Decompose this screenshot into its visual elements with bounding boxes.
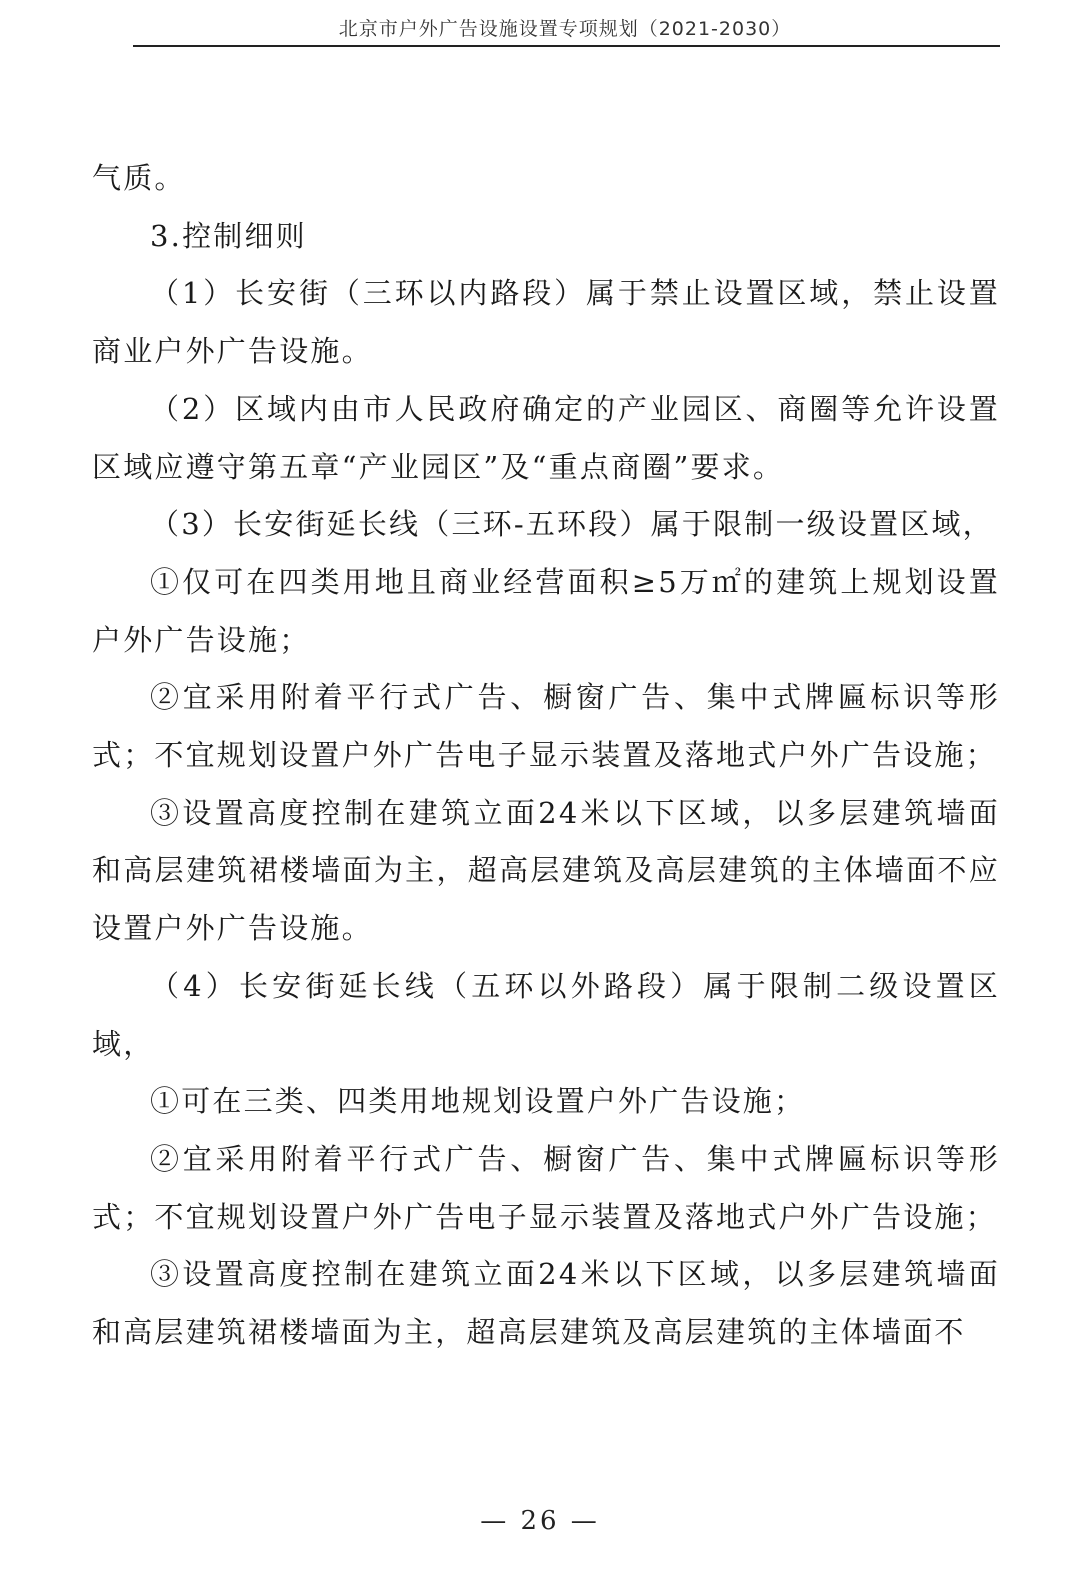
header-divider <box>133 45 1000 47</box>
page-number: — 26 — <box>480 1506 600 1536</box>
paragraph: （1）长安街（三环以内路段）属于禁止设置区域，禁止设置商业户外广告设施。 <box>92 276 1000 369</box>
paragraph: （2）区域内由市人民政府确定的产业园区、商圈等允许设置区域应遵守第五章“产业园区”及“重点商圈”要求。 <box>92 391 1000 484</box>
paragraph: （4）长安街延长线（五环以外路段）属于限制二级设置区域， <box>92 968 1000 1061</box>
paragraph: 3.控制细则 <box>150 218 307 253</box>
paragraph: （3）长安街延长线（三环-五环段）属于限制一级设置区域， <box>150 507 994 542</box>
paragraph: ③设置高度控制在建筑立面24米以下区域，以多层建筑墙面和高层建筑裙楼墙面为主，超高层建筑及高层建筑的主体墙面不应设置户外广告设施。 <box>92 795 1000 946</box>
paragraph: ③设置高度控制在建筑立面24米以下区域，以多层建筑墙面和高层建筑裙楼墙面为主，超高层建筑及高层建筑的主体墙面不 <box>92 1257 1000 1350</box>
paragraph: 气质。 <box>92 161 186 195</box>
paragraph: ①可在三类、四类用地规划设置户外广告设施； <box>150 1084 806 1119</box>
paragraph: ②宜采用附着平行式广告、橱窗广告、集中式牌匾标识等形式；不宜规划设置户外广告电子显示装置及落地式户外广告设施； <box>92 1141 1000 1234</box>
body-text <box>92 150 1000 1362</box>
paragraph: ②宜采用附着平行式广告、橱窗广告、集中式牌匾标识等形式；不宜规划设置户外广告电子显示装置及落地式户外广告设施； <box>92 680 1000 773</box>
paragraph: ①仅可在四类用地且商业经营面积≥5万㎡的建筑上规划设置户外广告设施； <box>92 564 1000 657</box>
running-header: 北京市户外广告设施设置专项规划（2021-2030） <box>338 18 792 40</box>
